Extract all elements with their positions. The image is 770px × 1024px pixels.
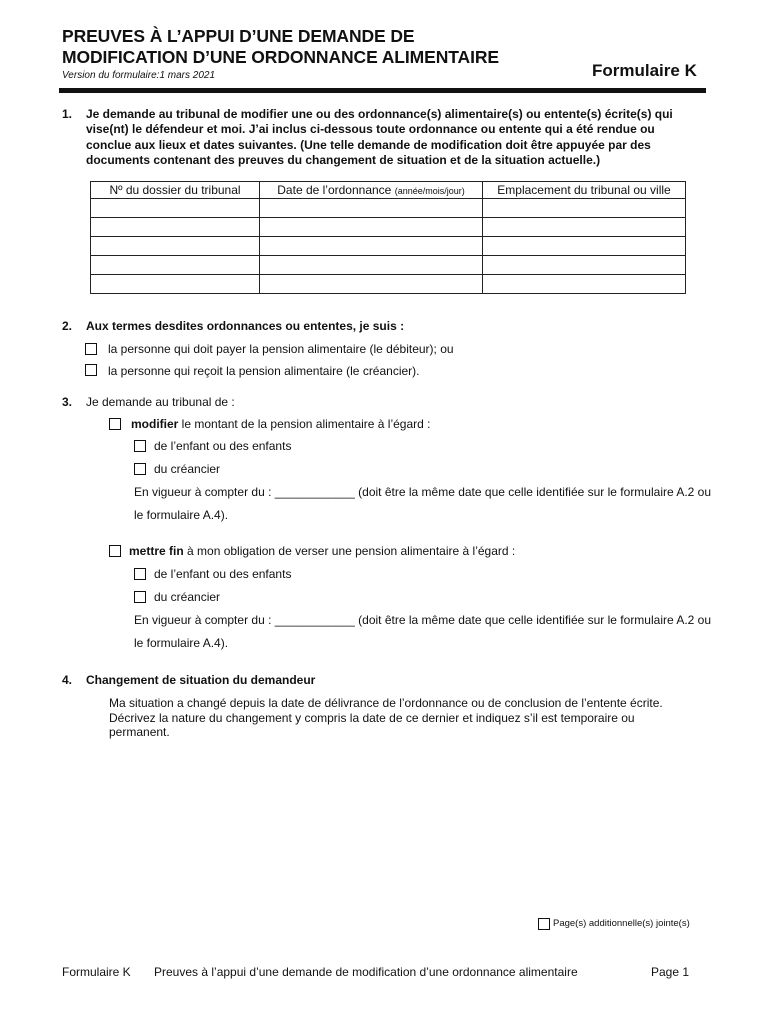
section-1-line: documents contenant des preuves du changement de situation et de la situation actuelle.) <box>86 152 601 167</box>
table-cell[interactable] <box>483 218 686 237</box>
table-row <box>91 237 686 256</box>
modify-checkbox[interactable] <box>109 418 121 430</box>
section-1-line: Je demande au tribunal de modifier une ou des ordonnance(s) alimentaire(s) ou entente(s) écrite(s) qui <box>86 107 673 121</box>
recipient-checkbox[interactable] <box>85 364 97 376</box>
modify-creditor-checkbox[interactable] <box>134 463 146 475</box>
additional-pages-checkbox[interactable] <box>538 918 550 930</box>
terminate-checkbox[interactable] <box>109 545 121 557</box>
orders-table-header <box>91 182 686 199</box>
modify-label-rest: le montant de la pension alimentaire à l’égard : <box>178 417 431 431</box>
terminate-label-bold: mettre fin <box>129 544 184 558</box>
modify-label-bold: modifier <box>131 417 179 431</box>
modify-effective-date: En vigueur à compter du : ____________ (doit être la même date que celle identifiée sur le formulaire A.2 ou <box>134 485 712 499</box>
recipient-label: la personne qui reçoit la pension alimentaire (le créancier). <box>108 364 420 378</box>
table-cell[interactable] <box>483 237 686 256</box>
section-3-number: 3. <box>62 395 73 409</box>
table-cell[interactable] <box>91 275 260 294</box>
change-description-area[interactable] <box>109 745 709 905</box>
modify-label <box>131 417 431 431</box>
terminate-label-rest: à mon obligation de verser une pension alimentaire à l’égard : <box>183 544 516 558</box>
section-4-heading: Changement de situation du demandeur <box>86 673 316 687</box>
terminate-creditor-label: du créancier <box>154 590 221 604</box>
table-cell[interactable] <box>260 237 483 256</box>
col-order-date-label: Date de l’ordonnance <box>277 183 392 197</box>
footer-page-number: Page 1 <box>651 965 690 979</box>
footer-form: Formulaire K <box>62 965 131 979</box>
col-order-date-format: (année/mois/jour) <box>394 186 465 196</box>
table-cell[interactable] <box>483 256 686 275</box>
payor-checkbox[interactable] <box>85 343 97 355</box>
table-cell[interactable] <box>91 218 260 237</box>
modify-child-checkbox[interactable] <box>134 440 146 452</box>
section-4-number: 4. <box>62 673 73 687</box>
header-rule <box>59 88 706 93</box>
section-2-heading: Aux termes desdites ordonnances ou ententes, je suis : <box>86 319 405 333</box>
modify-creditor-label: du créancier <box>154 462 221 476</box>
page-title <box>62 26 499 68</box>
col-order-date <box>260 182 483 199</box>
form-label: Formulaire K <box>592 61 697 80</box>
col-court-location: Emplacement du tribunal ou ville <box>483 182 686 199</box>
section-4-line: Ma situation a changé depuis la date de délivrance de l’ordonnance ou de conclusion de l’entente écrite. <box>109 696 663 710</box>
table-cell[interactable] <box>260 256 483 275</box>
section-2-number: 2. <box>62 319 73 333</box>
section-1-text <box>86 107 726 168</box>
terminate-creditor-checkbox[interactable] <box>134 591 146 603</box>
form-version: Version du formulaire:1 mars 2021 <box>62 70 216 81</box>
footer-description: Preuves à l’appui d’une demande de modification d’une ordonnance alimentaire <box>154 965 578 979</box>
table-row <box>91 275 686 294</box>
section-1-number: 1. <box>62 107 73 121</box>
additional-pages-label: Page(s) additionnelle(s) jointe(s) <box>553 918 690 929</box>
title-line-1: PREUVES À L’APPUI D’UNE DEMANDE DE <box>62 26 415 46</box>
section-3-intro: Je demande au tribunal de : <box>86 395 235 409</box>
terminate-child-label: de l’enfant ou des enfants <box>154 567 292 581</box>
title-line-2: MODIFICATION D’UNE ORDONNANCE ALIMENTAIRE <box>62 47 499 67</box>
payor-label: la personne qui doit payer la pension alimentaire (le débiteur); ou <box>108 342 454 356</box>
table-cell[interactable] <box>91 199 260 218</box>
section-1-line: vise(nt) le défendeur et moi. J’ai inclus ci-dessous toute ordonnance ou entente qui a été rendue ou <box>86 122 655 137</box>
table-cell[interactable] <box>483 199 686 218</box>
modify-child-label: de l’enfant ou des enfants <box>154 439 292 453</box>
section-1-line: conclue aux lieux et dates suivantes. (Une telle demande de modification doit être appuyée par des <box>86 137 651 152</box>
table-cell[interactable] <box>483 275 686 294</box>
terminate-effective-date: En vigueur à compter du : ____________ (doit être la même date que celle identifiée sur le formulaire A.2 ou <box>134 613 712 627</box>
table-cell[interactable] <box>260 275 483 294</box>
table-row <box>91 199 686 218</box>
table-cell[interactable] <box>91 237 260 256</box>
orders-table <box>90 181 686 294</box>
section-4-line: permanent. <box>109 725 170 739</box>
table-row <box>91 218 686 237</box>
table-cell[interactable] <box>91 256 260 275</box>
section-4-instructions <box>109 696 729 740</box>
terminate-label <box>129 544 515 558</box>
section-4-line: Décrivez la nature du changement y compris la date de ce dernier et indiquez s’il est temporaire ou <box>109 710 635 725</box>
table-cell[interactable] <box>260 218 483 237</box>
col-court-file: Nº du dossier du tribunal <box>91 182 260 199</box>
terminate-effective-date-cont: le formulaire A.4). <box>134 636 229 650</box>
table-cell[interactable] <box>260 199 483 218</box>
modify-effective-date-cont: le formulaire A.4). <box>134 508 229 522</box>
table-row <box>91 256 686 275</box>
terminate-child-checkbox[interactable] <box>134 568 146 580</box>
